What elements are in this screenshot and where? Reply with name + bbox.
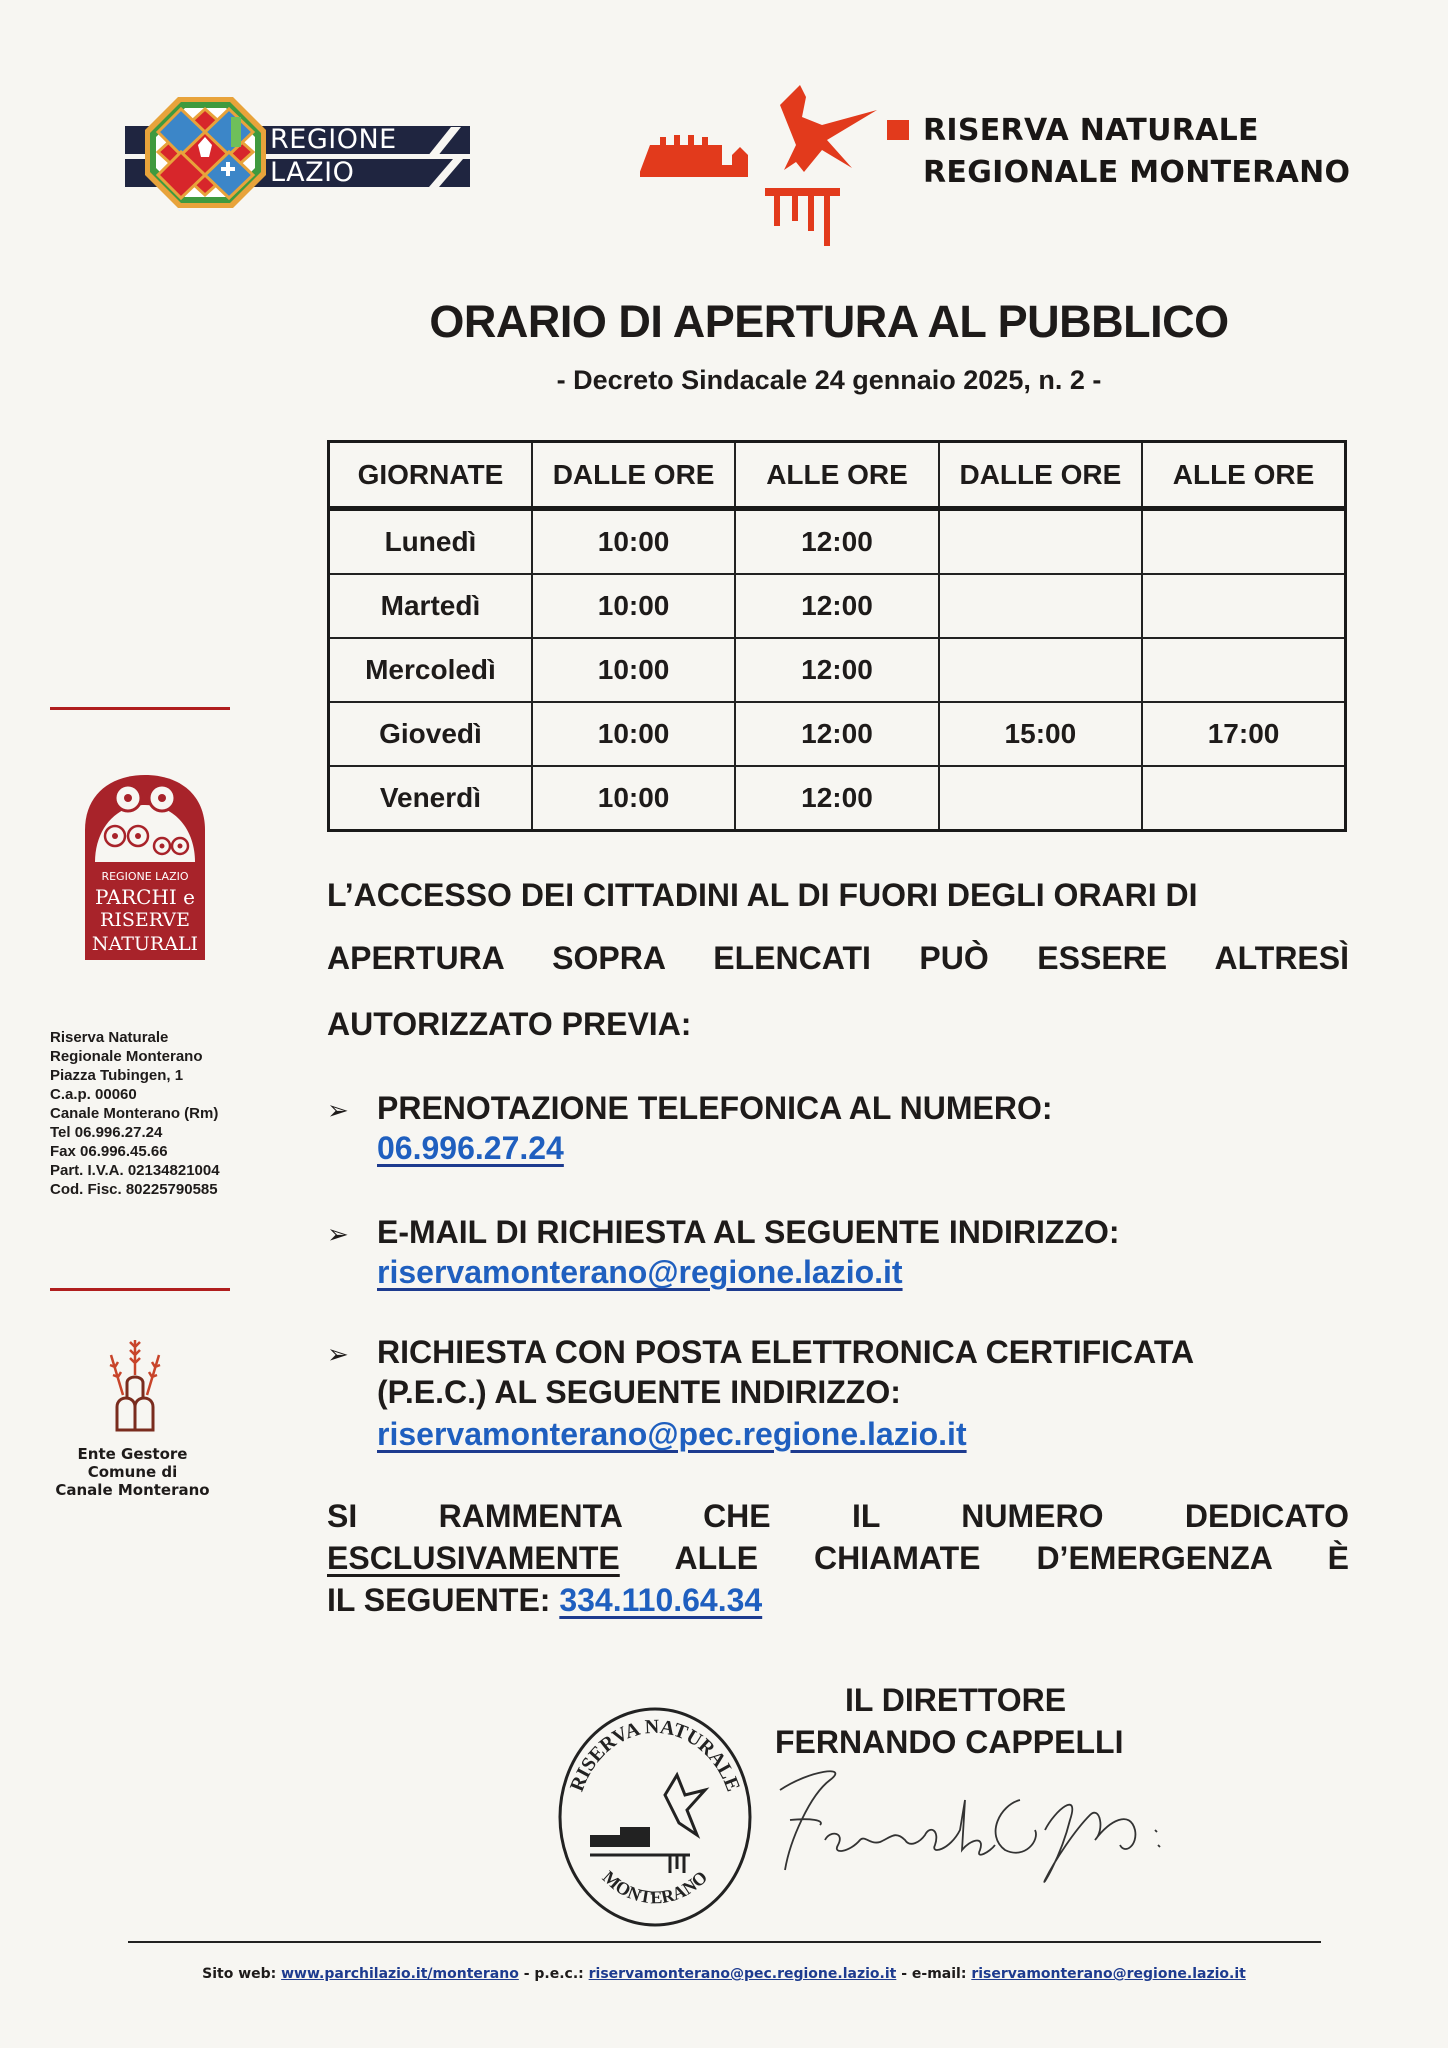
time-cell: [1142, 574, 1345, 638]
table-header-row: [329, 442, 1346, 509]
stamp-bottom-text: MONTERANO: [598, 1866, 712, 1908]
footer-label: - p.e.c.:: [518, 1966, 589, 1982]
footer-label: - e-mail:: [896, 1966, 972, 1982]
address-line: Cod. Fisc. 80225790585: [50, 1181, 218, 1198]
column-header-from: DALLE ORE: [532, 442, 735, 509]
day-cell: Mercoledì: [329, 638, 532, 702]
stamp-top-text: RISERVA NATURALE: [565, 1715, 745, 1795]
parchi-logo-line: REGIONE LAZIO: [101, 870, 189, 883]
bullet-label: E-MAIL DI RICHIESTA AL SEGUENTE INDIRIZZO:: [377, 1214, 1120, 1250]
official-stamp-icon: [555, 1705, 755, 1930]
phone-link[interactable]: 06.996.27.24: [377, 1130, 564, 1166]
footer-label: Sito web:: [202, 1966, 282, 1982]
address-line: Tel 06.996.27.24: [50, 1124, 163, 1141]
time-cell: [939, 638, 1142, 702]
bullet-email: [327, 1212, 1120, 1254]
riserva-title-line: REGIONALE MONTERANO: [923, 155, 1351, 190]
footer-divider: [128, 1941, 1321, 1943]
bullet-label: PRENOTAZIONE TELEFONICA AL NUMERO:: [377, 1090, 1053, 1126]
emergency-reminder: [327, 1495, 1349, 1621]
time-cell: 15:00: [939, 702, 1142, 766]
riserva-title: [923, 110, 1350, 194]
time-cell: 12:00: [735, 638, 938, 702]
reminder-text: ALLE CHIAMATE D’EMERGENZA È: [619, 1540, 1349, 1576]
svg-text:RISERVA NATURALE: [566, 1716, 744, 1795]
column-header-to-2: ALLE ORE: [1142, 442, 1345, 509]
time-cell: [1142, 766, 1345, 831]
footer-contacts: [0, 1966, 1448, 1982]
lazio-crest-icon: [143, 95, 268, 210]
emergency-number-link[interactable]: 334.110.64.34: [559, 1582, 763, 1618]
time-cell: [939, 509, 1142, 575]
caption-line: Comune di: [87, 1463, 178, 1481]
column-header-days: GIORNATE: [329, 442, 532, 509]
director-name: FERNANDO CAPPELLI: [775, 1724, 1124, 1760]
arrow-bullet-icon: ➢: [327, 1339, 349, 1369]
time-cell: 17:00: [1142, 702, 1345, 766]
table-row: [329, 509, 1346, 575]
lazio-logo-text: [270, 123, 397, 189]
address-line: Piazza Tubingen, 1: [50, 1067, 184, 1084]
notice-line: APERTURA SOPRA ELENCATI PUÒ ESSERE ALTRESÌ: [327, 940, 1349, 976]
table-row: [329, 638, 1346, 702]
opening-hours-table: [327, 440, 1347, 832]
time-cell: 10:00: [532, 638, 735, 702]
parchi-logo-line: RISERVE: [100, 909, 190, 931]
comune-caption: [30, 1445, 235, 1499]
handwritten-signature-icon: [770, 1760, 1200, 1890]
notice-line: L’ACCESSO DEI CITTADINI AL DI FUORI DEGLI ORARI DI: [327, 877, 1198, 913]
bullet-label: RICHIESTA CON POSTA ELETTRONICA CERTIFICATA: [377, 1334, 1195, 1370]
comune-wheat-crest-icon: [105, 1335, 165, 1435]
column-header-from-2: DALLE ORE: [939, 442, 1142, 509]
time-cell: [1142, 509, 1345, 575]
riserva-title-line: RISERVA NATURALE: [923, 113, 1259, 148]
reminder-emphasis: ESCLUSIVAMENTE: [327, 1540, 620, 1576]
caption-line: Canale Monterano: [55, 1481, 210, 1499]
lazio-logo-line: LAZIO: [270, 157, 355, 188]
arrow-bullet-icon: ➢: [327, 1219, 349, 1249]
day-cell: Martedì: [329, 574, 532, 638]
time-cell: 12:00: [735, 574, 938, 638]
time-cell: 12:00: [735, 509, 938, 575]
parchi-logo-line: NATURALI: [91, 933, 199, 955]
time-cell: 12:00: [735, 702, 938, 766]
director-role: IL DIRETTORE: [845, 1682, 1067, 1718]
reminder-line: [327, 1537, 1349, 1579]
lazio-logo-line: REGIONE: [270, 124, 397, 155]
caption-line: Ente Gestore: [77, 1445, 188, 1463]
address-line: Canale Monterano (Rm): [50, 1105, 219, 1122]
reminder-line: [327, 1582, 762, 1618]
time-cell: [1142, 638, 1345, 702]
sidebar-address: [50, 1028, 220, 1199]
table-row: [329, 702, 1346, 766]
bullet-continuation: (P.E.C.) AL SEGUENTE INDIRIZZO:: [377, 1374, 901, 1410]
table-row: [329, 574, 1346, 638]
red-square-icon: [887, 120, 909, 140]
time-cell: 12:00: [735, 766, 938, 831]
parchi-lazio-logo-icon: [80, 770, 210, 960]
day-cell: Venerdì: [329, 766, 532, 831]
address-line: Riserva Naturale: [50, 1029, 169, 1046]
pec-link[interactable]: riservamonterano@pec.regione.lazio.it: [377, 1416, 967, 1452]
lazio-slash-icon: [425, 121, 465, 189]
svg-text:MONTERANO: [599, 1867, 712, 1908]
regione-lazio-logo: [125, 95, 470, 210]
decree-subtitle: - Decreto Sindacale 24 gennaio 2025, n. 2 -: [556, 365, 1102, 395]
bullet-pec: [327, 1332, 1194, 1374]
footer-email-link[interactable]: riservamonterano@regione.lazio.it: [971, 1966, 1246, 1982]
table-row: [329, 766, 1346, 831]
footer-pec-link[interactable]: riservamonterano@pec.regione.lazio.it: [588, 1966, 897, 1982]
time-cell: 10:00: [532, 702, 735, 766]
time-cell: [939, 766, 1142, 831]
arrow-bullet-icon: ➢: [327, 1095, 349, 1125]
bullet-phone: [327, 1088, 1053, 1130]
address-line: Part. I.V.A. 02134821004: [50, 1162, 220, 1179]
address-line: Regionale Monterano: [50, 1048, 203, 1065]
notice-line: AUTORIZZATO PREVIA:: [327, 1006, 692, 1042]
sidebar-divider: [50, 1288, 230, 1291]
address-line: Fax 06.996.45.66: [50, 1143, 168, 1160]
column-header-to: ALLE ORE: [735, 442, 938, 509]
time-cell: [939, 574, 1142, 638]
day-cell: Giovedì: [329, 702, 532, 766]
address-line: C.a.p. 00060: [50, 1086, 137, 1103]
time-cell: 10:00: [532, 574, 735, 638]
time-cell: 10:00: [532, 509, 735, 575]
sidebar-divider: [50, 707, 230, 710]
time-cell: 10:00: [532, 766, 735, 831]
riserva-monterano-logo-icon: [640, 80, 880, 250]
website-link[interactable]: www.parchilazio.it/monterano: [281, 1966, 519, 1982]
day-cell: Lunedì: [329, 509, 532, 575]
reminder-line: SI RAMMENTA CHE IL NUMERO DEDICATO: [327, 1498, 1349, 1534]
reminder-prefix: IL SEGUENTE:: [327, 1582, 560, 1618]
parchi-logo-line: PARCHI e: [95, 885, 195, 909]
page-title: ORARIO DI APERTURA AL PUBBLICO: [429, 296, 1229, 347]
email-link[interactable]: riservamonterano@regione.lazio.it: [377, 1254, 903, 1290]
